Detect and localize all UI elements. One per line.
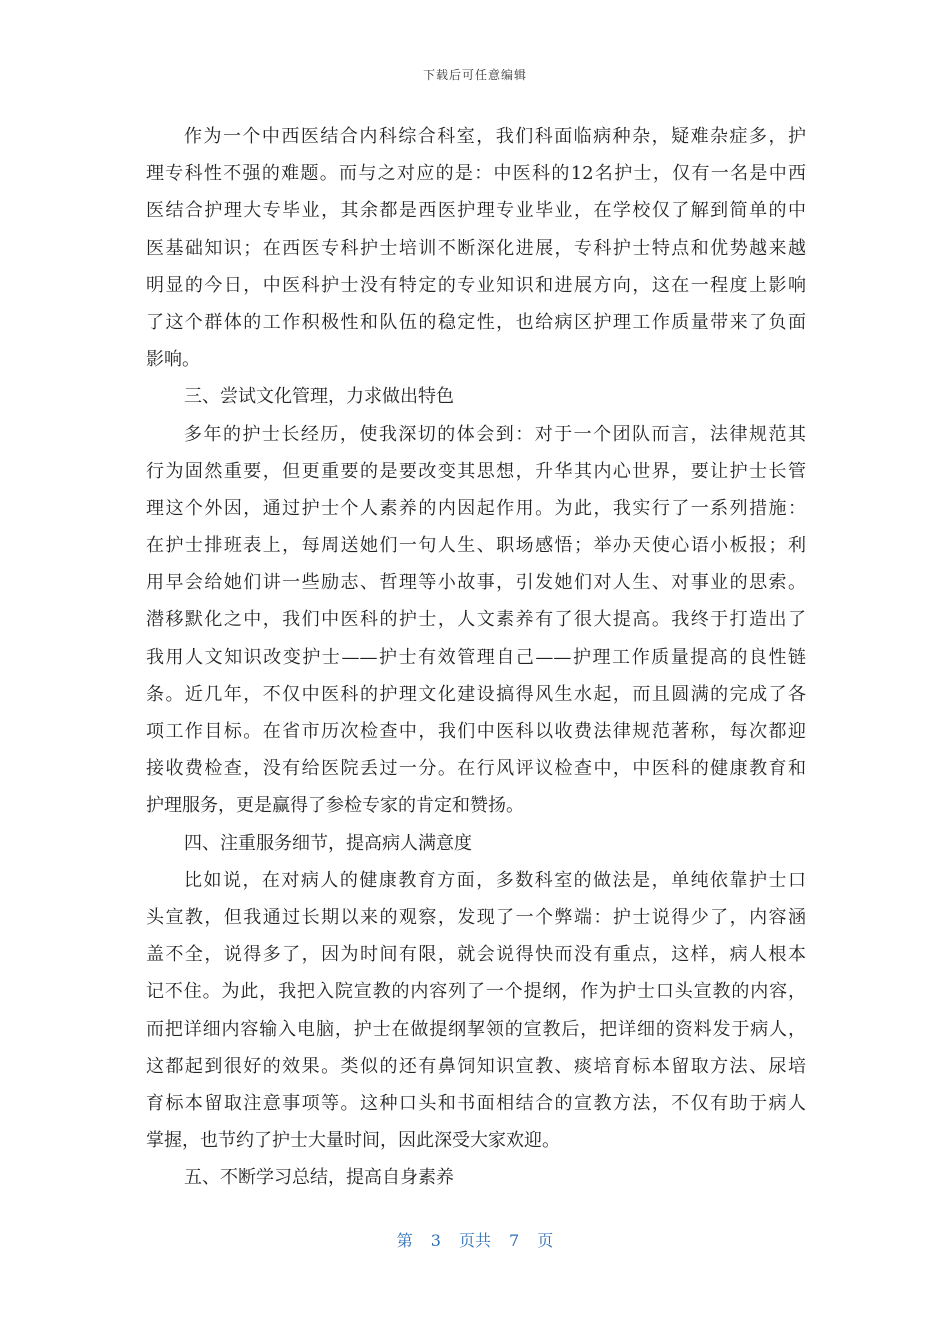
section-heading: 五、不断学习总结，提高自身素养 <box>184 1167 454 1189</box>
paragraph-line: 头宣教，但我通过长期以来的观察，发现了一个弊端：护士说得少了，内容涵 <box>146 906 806 928</box>
paragraph-line: 医结合护理大专毕业，其余都是西医护理专业毕业，在学校仅了解到简单的中 <box>146 200 806 222</box>
paragraph-line: 项工作目标。在省市历次检查中，我们中医科以收费法律规范著称，每次都迎 <box>146 721 806 742</box>
paragraph-line: 记不住。为此，我把入院宣教的内容列了一个提纲，作为护士口头宣教的内容， <box>146 981 806 1003</box>
paragraph-line: 作为一个中西医结合内科综合科室，我们科面临病种杂，疑难杂症多，护 <box>184 126 806 147</box>
paragraph-line: 明显的今日，中医科护士没有特定的专业知识和进展方向，这在一程度上影响 <box>146 274 806 296</box>
paragraph-line: 理这个外因，通过护士个人素养的内因起作用。为此，我实行了一系列措施： <box>146 497 806 519</box>
paragraph-line: 条。近几年，不仅中医科的护理文化建设搞得风生水起，而且圆满的完成了各 <box>146 683 806 705</box>
paragraph-line: 用早会给她们讲一些励志、哲理等小故事，引发她们对人生、对事业的思索。 <box>146 572 806 594</box>
paragraph-line: 接收费检查，没有给医院丢过一分。在行风评议检查中，中医科的健康教育和 <box>146 758 806 780</box>
paragraph-line: 理专科性不强的难题。而与之对应的是：中医科的12名护士，仅有一名是中西 <box>146 163 806 185</box>
paragraph-line: 这都起到很好的效果。类似的还有鼻饲知识宣教、痰培育标本留取方法、尿培 <box>146 1055 806 1077</box>
paragraph-line: 医基础知识；在西医专科护士培训不断深化进展，专科护士特点和优势越来越 <box>146 237 806 259</box>
paragraph-line: 护理服务，更是赢得了参检专家的肯定和赞扬。 <box>146 795 524 817</box>
section-heading: 三、尝试文化管理，力求做出特色 <box>184 386 454 408</box>
document-body <box>146 118 806 1196</box>
footer-total-pages: 7 <box>509 1231 520 1250</box>
paragraph-line: 而把详细内容输入电脑，护士在做提纲挈领的宣教后，把详细的资料发于病人， <box>146 1018 806 1040</box>
paragraph-line: 盖不全，说得多了，因为时间有限，就会说得快而没有重点，这样，病人根本 <box>146 944 806 966</box>
paragraph-line: 在护士排班表上，每周送她们一句人生、职场感悟；举办天使心语小板报；利 <box>146 535 806 557</box>
paragraph-line: 了这个群体的工作积极性和队伍的稳定性，也给病区护理工作质量带来了负面 <box>146 311 806 333</box>
page-footer <box>0 1228 950 1251</box>
footer-middle: 页共 <box>458 1231 491 1250</box>
paragraph-line: 多年的护士长经历，使我深切的体会到：对于一个团队而言，法律规范其 <box>184 423 806 445</box>
paragraph-line: 比如说，在对病人的健康教育方面，多数科室的做法是，单纯依靠护士口 <box>184 869 806 891</box>
paragraph-line: 育标本留取注意事项等。这种口头和书面相结合的宣教方法，不仅有助于病人 <box>146 1092 806 1114</box>
footer-suffix: 页 <box>537 1231 554 1250</box>
footer-current-page: 3 <box>430 1231 441 1250</box>
paragraph-line: 掌握，也节约了护士大量时间，因此深受大家欢迎。 <box>146 1130 560 1152</box>
paragraph-line: 我用人文知识改变护士——护士有效管理自己——护理工作质量提高的良性链 <box>146 646 806 668</box>
section-heading: 四、注重服务细节，提高病人满意度 <box>184 832 472 854</box>
paragraph-line: 影响。 <box>146 349 200 371</box>
paragraph-line: 潜移默化之中，我们中医科的护士，人文素养有了很大提高。我终于打造出了 <box>146 609 806 631</box>
paragraph-line: 行为固然重要，但更重要的是要改变其思想，升华其内心世界，要让护士长管 <box>146 460 806 482</box>
page-header: 下载后可任意编辑 <box>422 68 527 82</box>
footer-prefix: 第 <box>396 1231 413 1250</box>
